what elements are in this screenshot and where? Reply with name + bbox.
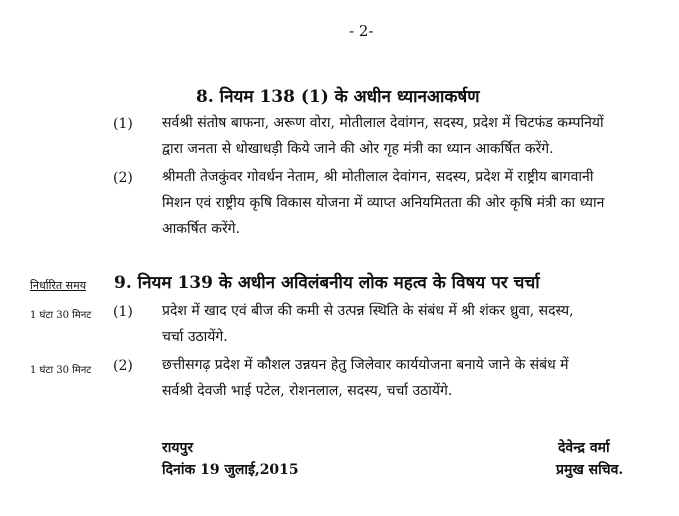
section-9-item-2-number: (2) bbox=[113, 358, 133, 374]
section-8-item-1-line-2: द्वारा जनता से धोखाधड़ी किये जाने की ओर गृह मंत्री का ध्यान आकर्षित करेंगे. bbox=[162, 141, 554, 157]
signatory-name: देवेन्द्र वर्मा bbox=[558, 440, 610, 456]
section-8-item-2-line-2: मिशन एवं राष्ट्रीय कृषि विकास योजना में व्याप्त अनियमितता की ओर कृषि मंत्री का ध्यान bbox=[162, 195, 605, 211]
section-8-item-2-line-3: आकर्षित करेंगे. bbox=[162, 221, 241, 237]
section-9-heading: 9. नियम 139 के अधीन अविलंबनीय लोक महत्व के विषय पर चर्चा bbox=[114, 273, 540, 293]
section-8-item-2-number: (2) bbox=[113, 170, 133, 186]
scheduled-time-label: निर्धारित समय bbox=[30, 279, 87, 292]
section-8-item-1-number: (1) bbox=[113, 116, 133, 132]
page-number: - 2- bbox=[349, 22, 374, 40]
section-9-item-2-line-1: छत्तीसगढ़ प्रदेश में कौशल उन्नयन हेतु जिलेवार कार्ययोजना बनाये जाने के संबंध में bbox=[162, 357, 569, 373]
section-9-item-1-number: (1) bbox=[113, 304, 133, 320]
section-9-item-2-line-2: सर्वश्री देवजी भाई पटेल, रोशनलाल, सदस्य, चर्चा उठायेंगे. bbox=[162, 383, 453, 399]
section-9-item-1-line-1: प्रदेश में खाद एवं बीज की कमी से उत्पन्न स्थिति के संबंध में श्री शंकर ध्रुवा, सदस्य, bbox=[162, 303, 574, 319]
place-name: रायपुर bbox=[162, 440, 194, 456]
section-8-heading: 8. नियम 138 (1) के अधीन ध्यानआकर्षण bbox=[196, 87, 480, 107]
section-9-item-1-line-2: चर्चा उठायेंगे. bbox=[162, 329, 228, 345]
document-date: दिनांक 19 जुलाई,2015 bbox=[162, 462, 299, 478]
section-8-item-1-line-1: सर्वश्री संतोष बाफना, अरूण वोरा, मोतीलाल देवांगन, सदस्य, प्रदेश में चिटफंड कम्पनियों bbox=[162, 115, 604, 131]
section-9-item-1-time: 1 घंटा 30 मिनट bbox=[30, 310, 92, 321]
signatory-title: प्रमुख सचिव. bbox=[556, 462, 624, 478]
section-9-item-2-time: 1 घंटा 30 मिनट bbox=[30, 365, 92, 376]
section-8-item-2-line-1: श्रीमती तेजकुंवर गोवर्धन नेताम, श्री मोतीलाल देवांगन, सदस्य, प्रदेश में राष्ट्रीय बागवानी bbox=[162, 169, 594, 185]
